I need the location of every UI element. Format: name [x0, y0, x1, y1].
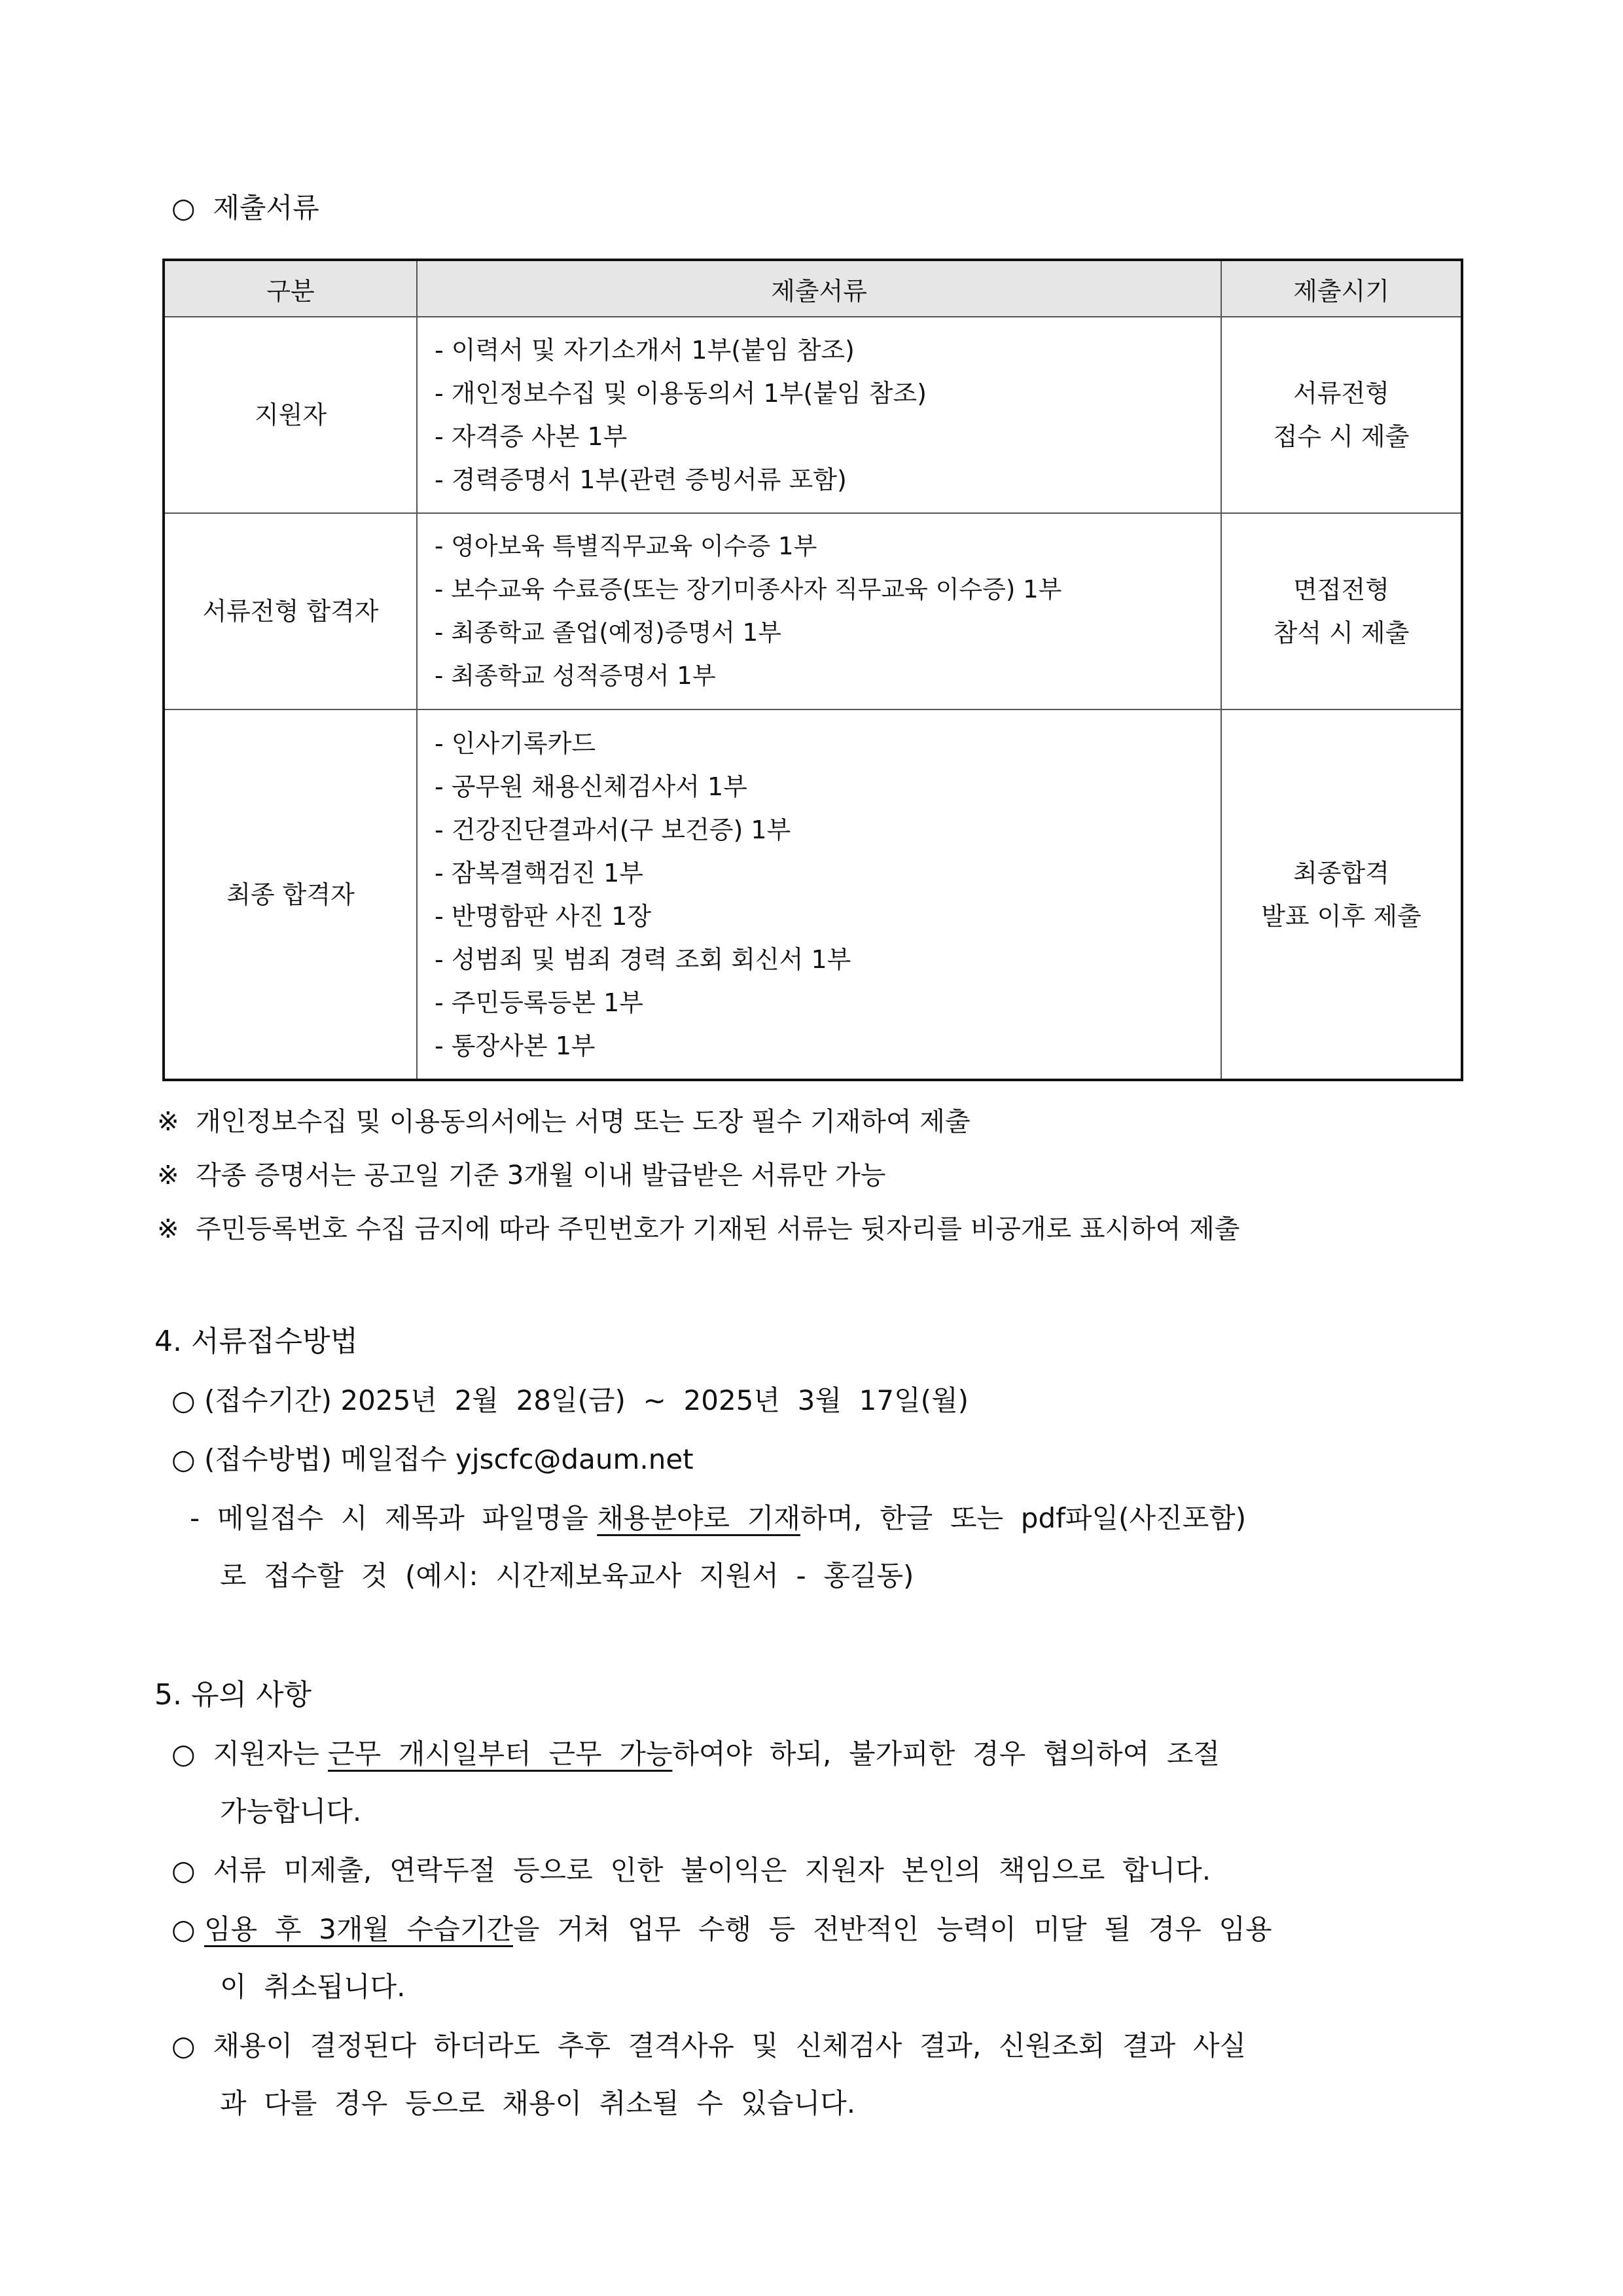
- row-category: 최종 합격자: [164, 709, 417, 1080]
- section4-title: 4. 서류접수방법: [154, 1325, 358, 1358]
- section5-title: 5. 유의 사항: [154, 1678, 312, 1712]
- list-item: - 보수교육 수료증(또는 장기미종사자 직무교육 이수증) 1부: [435, 575, 1062, 603]
- timing-line: 면접전형: [1293, 575, 1389, 604]
- table-header-row: [164, 260, 1462, 317]
- list-item: - 영아보육 특별직무교육 이수증 1부: [435, 532, 817, 560]
- note-resident-number: ※ 주민등록번호 수집 금지에 따라 주민번호가 기재된 서류는 뒷자리를 비공개로 표시하여 제출: [157, 1214, 1240, 1244]
- item-text: 을 거쳐 업무 수행 등 전반적인 능력이 미달 될 경우 임용: [512, 1913, 1272, 1945]
- header-documents: 제출서류: [417, 260, 1221, 317]
- section4-period: ○ (접수기간) 2025년 2월 28일(금) ~ 2025년 3월 17일(월): [171, 1384, 969, 1416]
- item-text: ○ 지원자는: [171, 1738, 328, 1770]
- timing-line: 발표 이후 제출: [1261, 901, 1421, 931]
- section5-item4-line2: 과 다를 경우 등으로 채용이 취소될 수 있습니다.: [220, 2087, 856, 2119]
- list-item: - 최종학교 성적증명서 1부: [435, 662, 716, 690]
- row-timing: [1221, 709, 1462, 1080]
- list-item: - 최종학교 졸업(예정)증명서 1부: [435, 619, 781, 647]
- timing-line: 접수 시 제출: [1273, 422, 1410, 451]
- list-item: - 건강진단결과서(구 보건증) 1부: [435, 815, 791, 844]
- row-timing: [1221, 513, 1462, 709]
- section5-item1-line2: 가능합니다.: [220, 1795, 362, 1827]
- item-text: 하여야 하되, 불가피한 경우 협의하여 조절: [672, 1738, 1220, 1770]
- row-documents-list: [417, 513, 1221, 709]
- header-category: 구분: [164, 260, 417, 317]
- section4-detail-line2: 로 접수할 것 (예시: 시간제보육교사 지원서 - 홍길동): [220, 1560, 914, 1592]
- list-item: - 인사기록카드: [435, 728, 596, 758]
- list-item: - 주민등록등본 1부: [435, 988, 644, 1017]
- section4-detail: [190, 1499, 1246, 1538]
- list-item: - 성범죄 및 범죄 경력 조회 회신서 1부: [435, 944, 851, 974]
- table-row-final-passers: [164, 709, 1462, 1080]
- row-documents-list: [417, 709, 1221, 1080]
- list-item: - 이력서 및 자기소개서 1부(붙임 참조): [435, 336, 855, 365]
- section4-method: ○ (접수방법) 메일접수 yjscfc@daum.net: [171, 1443, 694, 1475]
- header-timing: 제출시기: [1221, 260, 1462, 317]
- table-row-applicant: [164, 317, 1462, 513]
- item-underlined-text: 근무 개시일부터 근무 가능: [328, 1738, 673, 1770]
- detail-underlined-text: 채용분야로 기재: [597, 1502, 800, 1534]
- list-item: - 경력증명서 1부(관련 증빙서류 포함): [435, 465, 847, 494]
- detail-text: - 메일접수 시 제목과 파일명을: [190, 1502, 597, 1534]
- section5-item2: ○ 서류 미제출, 연락두절 등으로 인한 불이익은 지원자 본인의 책임으로 합니다.: [171, 1854, 1211, 1886]
- row-category: 서류전형 합격자: [164, 513, 417, 709]
- note-consent-signature: ※ 개인정보수집 및 이용동의서에는 서명 또는 도장 필수 기재하여 제출: [157, 1107, 971, 1137]
- list-item: - 자격증 사본 1부: [435, 422, 628, 451]
- table-row-document-passers: [164, 513, 1462, 709]
- submission-documents-table: [162, 259, 1463, 1081]
- timing-line: 참석 시 제출: [1273, 619, 1410, 647]
- section5-item3: [171, 1910, 1272, 1949]
- item-underlined-text: 임용 후 3개월 수습기간: [204, 1913, 513, 1945]
- section5-item4: ○ 채용이 결정된다 하더라도 추후 결격사유 및 신체검사 결과, 신원조회 결과 사실: [171, 2030, 1247, 2062]
- list-item: - 공무원 채용신체검사서 1부: [435, 772, 747, 801]
- note-certificate-validity: ※ 각종 증명서는 공고일 기준 3개월 이내 발급받은 서류만 가능: [157, 1160, 886, 1191]
- section-heading-submission-docs: ○ 제출서류: [171, 192, 319, 224]
- list-item: - 잠복결핵검진 1부: [435, 858, 644, 888]
- row-documents-list: [417, 317, 1221, 513]
- detail-text: 하며, 한글 또는 pdf파일(사진포함): [800, 1502, 1247, 1534]
- list-item: - 반명함판 사진 1장: [435, 901, 652, 931]
- section5-item3-line2: 이 취소됩니다.: [220, 1971, 406, 2003]
- item-text: ○: [171, 1913, 204, 1945]
- list-item: - 통장사본 1부: [435, 1031, 596, 1060]
- row-category: 지원자: [164, 317, 417, 513]
- list-item: - 개인정보수집 및 이용동의서 1부(붙임 참조): [435, 379, 927, 408]
- timing-line: 최종합격: [1293, 858, 1389, 888]
- timing-line: 서류전형: [1293, 379, 1389, 408]
- row-timing: [1221, 317, 1462, 513]
- section5-item1: [171, 1734, 1220, 1774]
